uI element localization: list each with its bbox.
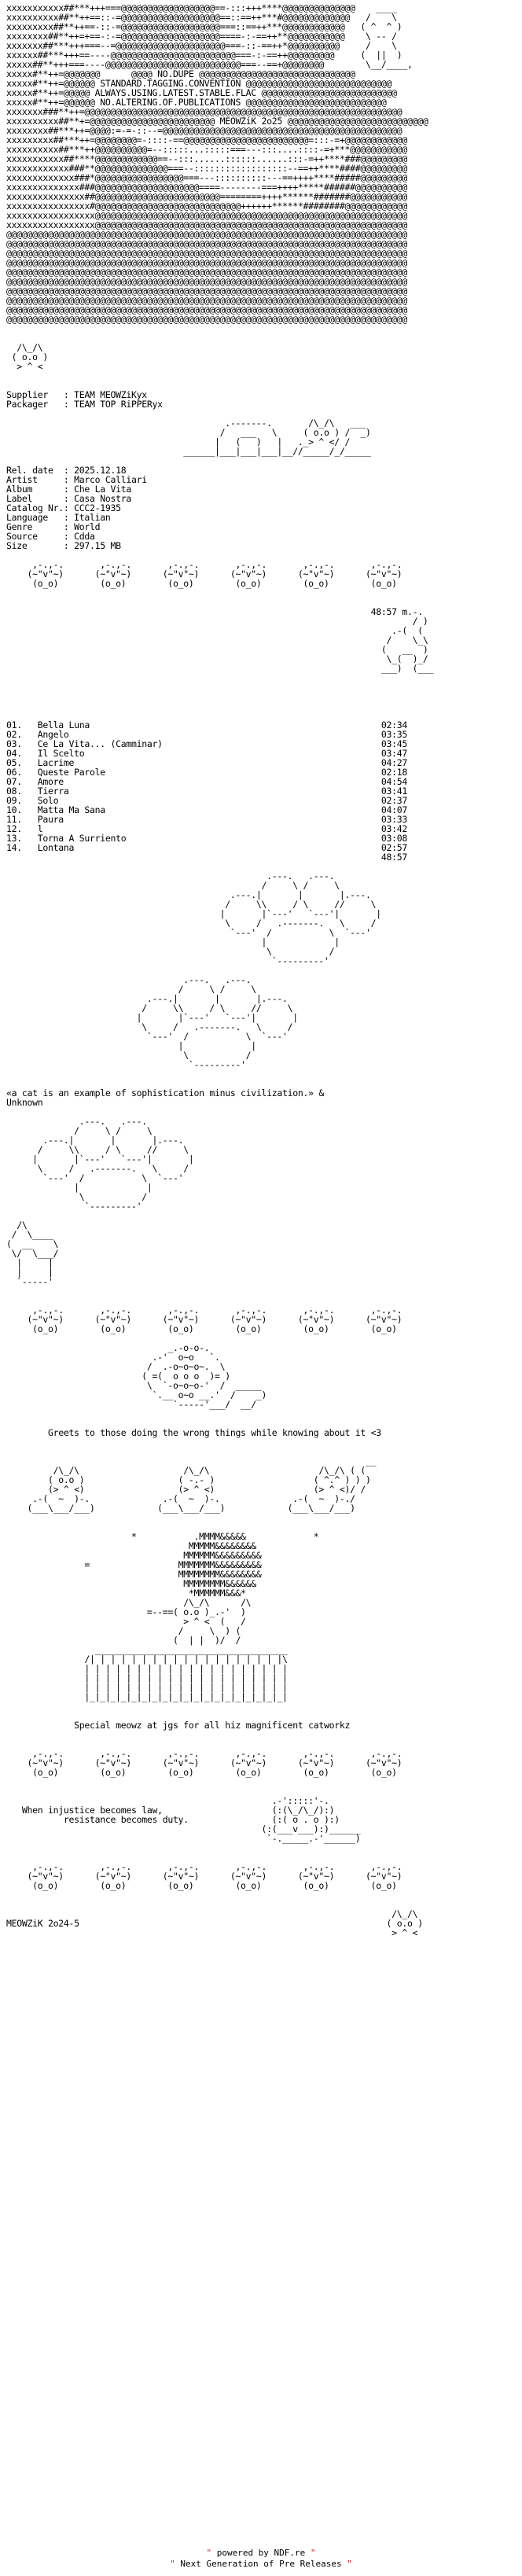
footer-tagline: " Next Generation of Pre Releases " bbox=[170, 2559, 352, 2569]
footer-powered-text: powered by NDF.re bbox=[216, 2548, 306, 2558]
footer-powered: " powered by NDF.re " bbox=[206, 2548, 316, 2558]
footer-tagline-text: Next Generation of Pre Releases bbox=[180, 2559, 342, 2569]
nfo-art: xxxxxxxxxxx##***+++===@@@@@@@@@@@@@@@@@@==-:::+++****@@@@@@@@@@@@@@ ____ xxxxxxxxxx##**++==::-=@@@@@@@@@@@@@@@@@@@==::==++***#@@@@@@@@@@@@@ / \ xxxxxxxxx##**++==-::-=@@@@@@@@@@@@@@@@@@@===::==++***@@@@@@@@@@@@ ( ^ ^ ) xxxxxxxx##**++=+==-:-=@@@@@@@@@@@@@@@@@@@====-:-==++**@@@@@@@@@@@ \ -- / xxxxxxx##***+++===--=@@@@@@@@@@@@@@@@@@@@@===-::-==++*@@@@@@@@@@ / \ xxxxxx##***+++==----@@@@@@@@@@@@@@@@@@@@@@@@===-:-==++@@@@@@@@@ ( || ) xxxxx##**+++===----@@@@@@@@@@@@@@@@@@@@@@@@@@===--==+@@@@@@@@ \__/____, xxxxx#**++=@@@@@@@ @@@@ NO.DUPE @@@@@@@@@@@@@@@@@@@@@@@@@@@@@@ xxxxx#**++=@@@@@@ STANDARD.TAGGING.CONVENTION @@@@@@@@@@@@@@@@@@@@@@@@@@@@ xxxxx#**++=@@@@@ ALWAYS.USING.LATEST.STABLE.FLAC @@@@@@@@@@@@@@@@@@@@@@@@@@ xxxxx#**++=@@@@@@ NO.ALTERING.OF.PUBLICATIONS @@@@@@@@@@@@@@@@@@@@@@@@@@@ xxxxxxx###**++=@@@@@@@@@@@@@@@@@@@@@@@@@@@@@@@@@@@@@@@@@@@@@@@@@@@@@@@@@@@@@ xxxxxxxxxx##**+=@@@@@@@@@@@@@@@@@@@@@@@@ MEOWZiK 2o25 @@@@@@@@@@@@@@@@@@@@@@@@@@@ xxxxxxxx##***++=@@@@:=-=-::--=@@@@@@@@@@@@@@@@@@@@@@@@@@@@@@@@@@@@@@@@@@@@@@ xxxxxxxxx##***++=@@@@@@@@=-::::-==@@@@@@@@@@@@@@@@@@@@@@@@=:::-=+@@@@@@@@@@@@ xxxxxxxxxx##***++@@@@@@@@@@=--:::::...:::::===---:::....::::-=+***@@@@@@@@@@@ xxxxxxxxxxx##****@@@@@@@@@@@@==--:::......::::::......:::-=++****###@@@@@@@@@ xxxxxxxxxxxx###**@@@@@@@@@@@@@@===--::::::::::::::::::--==++****####@@@@@@@@@ xxxxxxxxxxxxx###*@@@@@@@@@@@@@@@@@===---::::::::::---==++++****#####@@@@@@@@@ xxxxxxxxxxxxxx###@@@@@@@@@@@@@@@@@@@@====--------===++++*****######@@@@@@@@@@ xxxxxxxxxxxxxxx##@@@@@@@@@@@@@@@@@@@@@@@@========++++******#######@@@@@@@@@@@ xxxxxxxxxxxxxxxx#@@@@@@@@@@@@@@@@@@@@@@@@@@@@++++++******########@@@@@@@@@@@@ xxxxxxxxxxxxxxxxx@@@@@@@@@@@@@@@@@@@@@@@@@@@@@@@@@@@@@@@@@@@@@@@@@@@@@@@@@@@@ xxxxxxxxxxxxxxxxx@@@@@@@@@@@@@@@@@@@@@@@@@@@@@@@@@@@@@@@@@@@@@@@@@@@@@@@@@@@@ @@@@@@@@@@@@@@@@@@@@@@@@@@@@@@@@@@@@@@@@@@@@@@@@@@@@@@@@@@@@@@@@@@@@@@@@@@@@@ @@@@@@@@@@@@@@@@@@@@@@@@@@@@@@@@@@@@@@@@@@@@@@@@@@@@@@@@@@@@@@@@@@@@@@@@@@@@@ @@@@@@@@@@@@@@@@@@@@@@@@@@@@@@@@@@@@@@@@@@@@@@@@@@@@@@@@@@@@@@@@@@@@@@@@@@@@@ @@@@@@@@@@@@@@@@@@@@@@@@@@@@@@@@@@@@@@@@@@@@@@@@@@@@@@@@@@@@@@@@@@@@@@@@@@@@@ @@@@@@@@@@@@@@@@@@@@@@@@@@@@@@@@@@@@@@@@@@@@@@@@@@@@@@@@@@@@@@@@@@@@@@@@@@@@@ @@@@@@@@@@@@@@@@@@@@@@@@@@@@@@@@@@@@@@@@@@@@@@@@@@@@@@@@@@@@@@@@@@@@@@@@@@@@@ @@@@@@@@@@@@@@@@@@@@@@@@@@@@@@@@@@@@@@@@@@@@@@@@@@@@@@@@@@@@@@@@@@@@@@@@@@@@@ @@@@@@@@@@@@@@@@@@@@@@@@@@@@@@@@@@@@@@@@@@@@@@@@@@@@@@@@@@@@@@@@@@@@@@@@@@@@@ @@@@@@@@@@@@@@@@@@@@@@@@@@@@@@@@@@@@@@@@@@@@@@@@@@@@@@@@@@@@@@@@@@@@@@@@@@@@@ @@@@@@@@@@@@@@@@@@@@@@@@@@@@@@@@@@@@@@@@@@@@@@@@@@@@@@@@@@@@@@@@@@@@@@@@@@@@@ /\_/\ ( o.o ) > ^ < Supplier : TEAM MEOWZiKyx Packager : TEAM TOP RiPPERyx .-------. /\_/\ ___ / ___ \ ( o.o ) / _) | ( ) | ._> ^ </ / ______|___|___|___|__//_____/_/_____ Rel. date : 2025.12.18 Artist : Marco Calliari Album : Che La Vita Label : Casa Nostra Catalog Nr.: CCC2-1935 Language : Italian Genre : World Source : Cdda Size : 297.15 MB ,-.,-. ,-.,-. ,-.,-. ,-.,-. ,-.,-. ,-.,-. (~"v"~) (~"v"~) (~"v"~) (~"v"~) (~"v"~) (~"v"~) (o_o) (o_o) (o_o) (o_o) (o_o) (o_o) 48:57 m.-. / ) .-( ( / \_\ ( __ ) \_( )_/ ___) (___ 01. Bella Luna 02:34 02. Angelo 03:35 03. Ce La Vita... (Camminar) 03:45 04. Il Scelto 03:47 05. Lacrime 04:27 06. Queste Parole 02:18 07. Amore 04:54 08. Tierra 03:41 09. Solo 02:37 10. Matta Ma Sana 04:07 11. Paura 03:33 12. l 03:42 13. Torna A Surriento 03:08 14. Lontana 02:57 48:57 .---. .---. / \ / \ .---.| | |.---. / \\ / \ // \ | |`---' `---'| | \ / .-------. \ / `---' / \ `---' | | \ / `---------' .---. .---. / \ / \ .---.| | |.---. / \\ / \ // \ | |`---' `---'| | \ / .-------. \ / `---' / \ `---' | | \ / `---------' «a cat is an example of sophistication minus civilization.» & Unknown .---. .---. / \ / \ .---.| | |.---. / \\ / \ // \ | |`---' `---'| | \ / .-------. \ / `---' / \ `---' | | \ / `---------' /\ / \____ ( __ \ \/ \___/ | | | | `-----' ,-.,-. ,-.,-. ,-.,-. ,-.,-. ,-.,-. ,-.,-. (~"v"~) (~"v"~) (~"v"~) (~"v"~) (~"v"~) (~"v"~) (o_o) (o_o) (o_o) (o_o) (o_o) (o_o) _.-o-o-. .-' o~o `. / .-o~o~o~. \ ( =( o o o )= ) \ `-o~o~o-' / _____ `.__ o~o __.' / _) `-----'___/ __/ Greets to those doing the wrong things while knowing about it <3 __ /\_/\ /\_/\ /\_/\ ( ( ( o.o ) ( -.- ) ( ^.^ ) ) ) (> ^ <) (> ^ <) (> ^ <)/ / .-( ~ )-. .-( ~ )-. .-( ~ )-./ (___\___/___) (___\___/___) (___\___/___) * .MMMM&&&&& * MMMMM&&&&&&&& MMMMMM&&&&&&&&& = MMMMMMM&&&&&&&&& MMMMMMMM&&&&&&&& MMMMMMMM&&&&&& *MMMMMM&&&* /\_/\ /\ =--==( o.o )_.-' ) > ^ < ( / / \ ) ( ( | | )/ / _____________________________________ /| | | | | | | | | | | | | | | | | | |\ | | | | | | | | | | | | | | | | | | | | | | | | | | | | | | | | | | | | | | | | | | | | | | | | | | | | | | | | | | | | |_|_|_|_|_|_|_|_|_|_|_|_|_|_|_|_|_|_|_| Special meowz at jgs for all hiz magnificent catworkz ,-.,-. ,-.,-. ,-.,-. ,-.,-. ,-.,-. ,-.,-. (~"v"~) (~"v"~) (~"v"~) (~"v"~) (~"v"~) (~"v"~) (o_o) (o_o) (o_o) (o_o) (o_o) (o_o) .-':::::'-. When injustice becomes law, (:(\_/\_/):) resistance becomes duty. (:( o . o ):) (:(___v___):)______ `-._____.-'______) ,-.,-. ,-.,-. ,-.,-. ,-.,-. ,-.,-. ,-.,-. (~"v"~) (~"v"~) (~"v"~) (~"v"~) (~"v"~) (~"v"~) (o_o) (o_o) (o_o) (o_o) (o_o) (o_o) /\_/\ MEOWZiK 2o24-5 ( o.o ) > ^ < bbox=[6, 3, 434, 1938]
